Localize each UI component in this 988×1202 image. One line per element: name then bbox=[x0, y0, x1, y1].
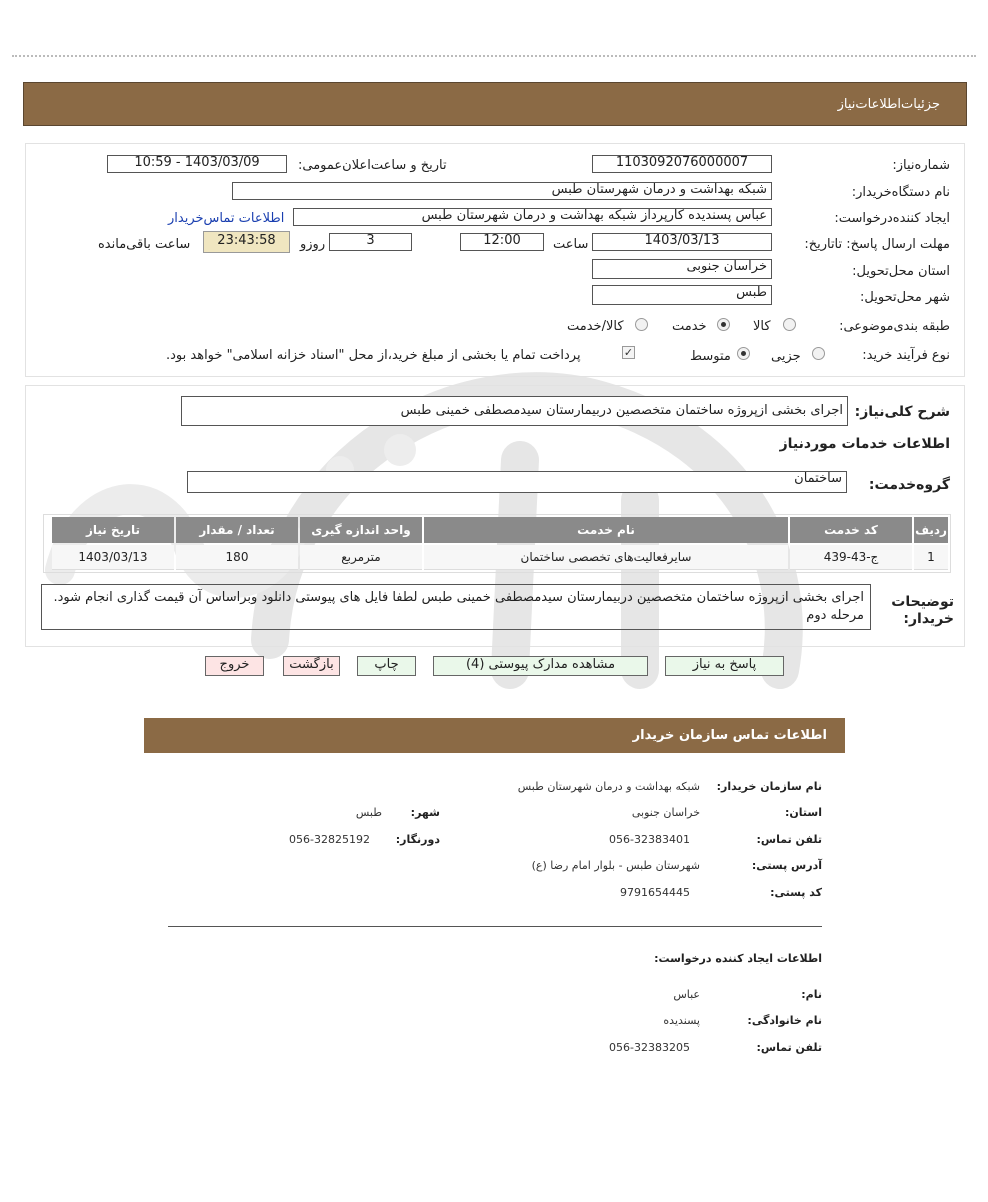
category-both-label: کالا/خدمت bbox=[567, 319, 624, 334]
process-label: نوع فرآیند خرید: bbox=[862, 348, 950, 363]
cell-qty: 180 bbox=[176, 545, 298, 570]
buyer-label: نام دستگاه‌خریدار: bbox=[851, 185, 950, 200]
need-number-label: شماره‌نیاز: bbox=[892, 158, 950, 173]
org-phone-value: 056-32383401 bbox=[609, 833, 690, 846]
process-medium-radio[interactable] bbox=[737, 347, 750, 360]
process-partial-label: جزیی bbox=[771, 349, 801, 364]
key-desc-field: اجرای بخشی ازپروژه ساختمان متخصصین دربیمارستان سیدمصطفی خمینی طبس bbox=[181, 396, 848, 426]
org-postal-value: 9791654445 bbox=[620, 886, 690, 899]
cell-code: ج-43-439 bbox=[790, 545, 912, 570]
requester-family-value: پسندیده bbox=[663, 1014, 700, 1027]
col-name: نام خدمت bbox=[424, 517, 788, 543]
buyer-notes-field: اجرای بخشی ازپروژه ساختمان متخصصین دربیمارستان سیدمصطفی خمینی طبس لطفا فایل های پیوستی دانلود وبراساس آن قیمت گذاری انجام شود. مرحله دوم bbox=[41, 584, 871, 630]
deadline-time-field: 12:00 bbox=[460, 233, 544, 251]
org-name-value: شبکه بهداشت و درمان شهرستان طبس bbox=[517, 780, 700, 793]
payment-note: پرداخت تمام یا بخشی از مبلغ خرید،از محل "اسناد خزانه اسلامی" خواهد بود. bbox=[166, 348, 581, 363]
days-label: روزو bbox=[300, 237, 326, 252]
org-postal-label: کد پستی: bbox=[770, 886, 822, 899]
org-city-label: شهر: bbox=[410, 806, 440, 819]
requester-phone-value: 056-32383205 bbox=[609, 1041, 690, 1054]
cell-name: سایرفعالیت‌های تخصصی ساختمان bbox=[424, 545, 788, 570]
col-qty: تعداد / مقدار bbox=[176, 517, 298, 543]
org-province-label: استان: bbox=[785, 806, 822, 819]
requester-title: اطلاعات ایجاد کننده درخواست: bbox=[654, 952, 822, 965]
province-label: استان محل‌تحویل: bbox=[852, 264, 950, 279]
category-service-radio[interactable] bbox=[717, 318, 730, 331]
cell-date: 1403/03/13 bbox=[52, 545, 174, 570]
org-fax-label: دورنگار: bbox=[395, 833, 440, 846]
org-contact-title: اطلاعات تماس سازمان خریدار bbox=[632, 728, 827, 743]
days-field: 3 bbox=[329, 233, 412, 251]
services-table bbox=[50, 515, 950, 572]
col-unit: واحد اندازه گیری bbox=[300, 517, 422, 543]
city-label: شهر محل‌تحویل: bbox=[860, 290, 950, 305]
org-address-label: آدرس پستی: bbox=[751, 859, 822, 872]
category-label: طبقه بندی‌موضوعی: bbox=[839, 319, 950, 334]
org-address-value: شهرستان طبس - بلوار امام رضا (ع) bbox=[531, 859, 700, 872]
group-label: گروه‌خدمت: bbox=[868, 477, 950, 493]
payment-checkbox[interactable]: ✓ bbox=[623, 346, 634, 359]
org-name-label: نام سازمان خریدار: bbox=[716, 780, 822, 793]
process-partial-radio[interactable] bbox=[812, 347, 825, 360]
table-header-row bbox=[52, 517, 948, 543]
org-contact-header bbox=[144, 718, 845, 753]
category-service-label: خدمت bbox=[672, 319, 707, 334]
exit-button[interactable]: خروج bbox=[205, 656, 264, 676]
deadline-date-field: 1403/03/13 bbox=[592, 233, 772, 251]
deadline-label: مهلت ارسال پاسخ: تاتاریخ: bbox=[804, 237, 950, 252]
table-row bbox=[52, 545, 948, 570]
cell-unit: مترمربع bbox=[300, 545, 422, 570]
col-date: تاریخ نیاز bbox=[52, 517, 174, 543]
contact-divider bbox=[168, 926, 822, 927]
col-code: کد خدمت bbox=[790, 517, 912, 543]
services-table-wrap bbox=[43, 514, 951, 573]
buyer-field: شبکه بهداشت و درمان شهرستان طبس bbox=[232, 182, 772, 200]
city-field: طبس bbox=[592, 285, 772, 305]
col-row: ردیف bbox=[914, 517, 948, 543]
org-fax-value: 056-32825192 bbox=[289, 833, 370, 846]
cell-row: 1 bbox=[914, 545, 948, 570]
org-province-value: خراسان جنوبی bbox=[631, 806, 700, 819]
top-divider bbox=[12, 55, 976, 57]
category-goods-label: کالا bbox=[753, 319, 771, 334]
remaining-timer: 23:43:58 bbox=[203, 231, 290, 253]
announce-label: تاریخ و ساعت‌اعلان‌عمومی: bbox=[298, 158, 447, 173]
need-details-panel bbox=[25, 143, 965, 377]
requester-name-value: عباس bbox=[673, 988, 700, 1001]
need-number-field: 1103092076000007 bbox=[592, 155, 772, 173]
services-title: اطلاعات خدمات موردنیاز bbox=[779, 436, 950, 452]
back-button[interactable]: بازگشت bbox=[283, 656, 340, 676]
process-medium-label: متوسط bbox=[690, 349, 731, 364]
category-both-radio[interactable] bbox=[635, 318, 648, 331]
category-goods-radio[interactable] bbox=[783, 318, 796, 331]
creator-label: ایجاد کننده‌درخواست: bbox=[834, 211, 950, 226]
remaining-label: ساعت باقی‌مانده bbox=[98, 237, 191, 252]
requester-name-label: نام: bbox=[801, 988, 822, 1001]
creator-field: عباس پسندیده کارپرداز شبکه بهداشت و درمان شهرستان طبس bbox=[293, 208, 772, 226]
announce-field: 1403/03/09 - 10:59 bbox=[107, 155, 287, 173]
province-field: خراسان جنوبی bbox=[592, 259, 772, 279]
org-city-value: طبس bbox=[355, 806, 382, 819]
key-desc-label: شرح کلی‌نیاز: bbox=[854, 404, 950, 420]
buyer-notes-label: توضیحات خریدار: bbox=[891, 594, 954, 627]
requester-family-label: نام خانوادگی: bbox=[747, 1014, 822, 1027]
reply-button[interactable]: پاسخ به نیاز bbox=[665, 656, 784, 676]
print-button[interactable]: چاپ bbox=[357, 656, 416, 676]
attachments-button[interactable]: مشاهده مدارک پیوستی (4) bbox=[433, 656, 648, 676]
page-title: جزئیات‌اطلاعات‌نیاز bbox=[837, 97, 940, 112]
requester-phone-label: تلفن تماس: bbox=[756, 1041, 822, 1054]
group-field: ساختمان bbox=[187, 471, 847, 493]
deadline-time-label: ساعت bbox=[553, 237, 589, 252]
buyer-contact-link[interactable]: اطلاعات تماس‌خریدار bbox=[168, 211, 285, 226]
org-phone-label: تلفن تماس: bbox=[756, 833, 822, 846]
page-header bbox=[23, 82, 967, 126]
